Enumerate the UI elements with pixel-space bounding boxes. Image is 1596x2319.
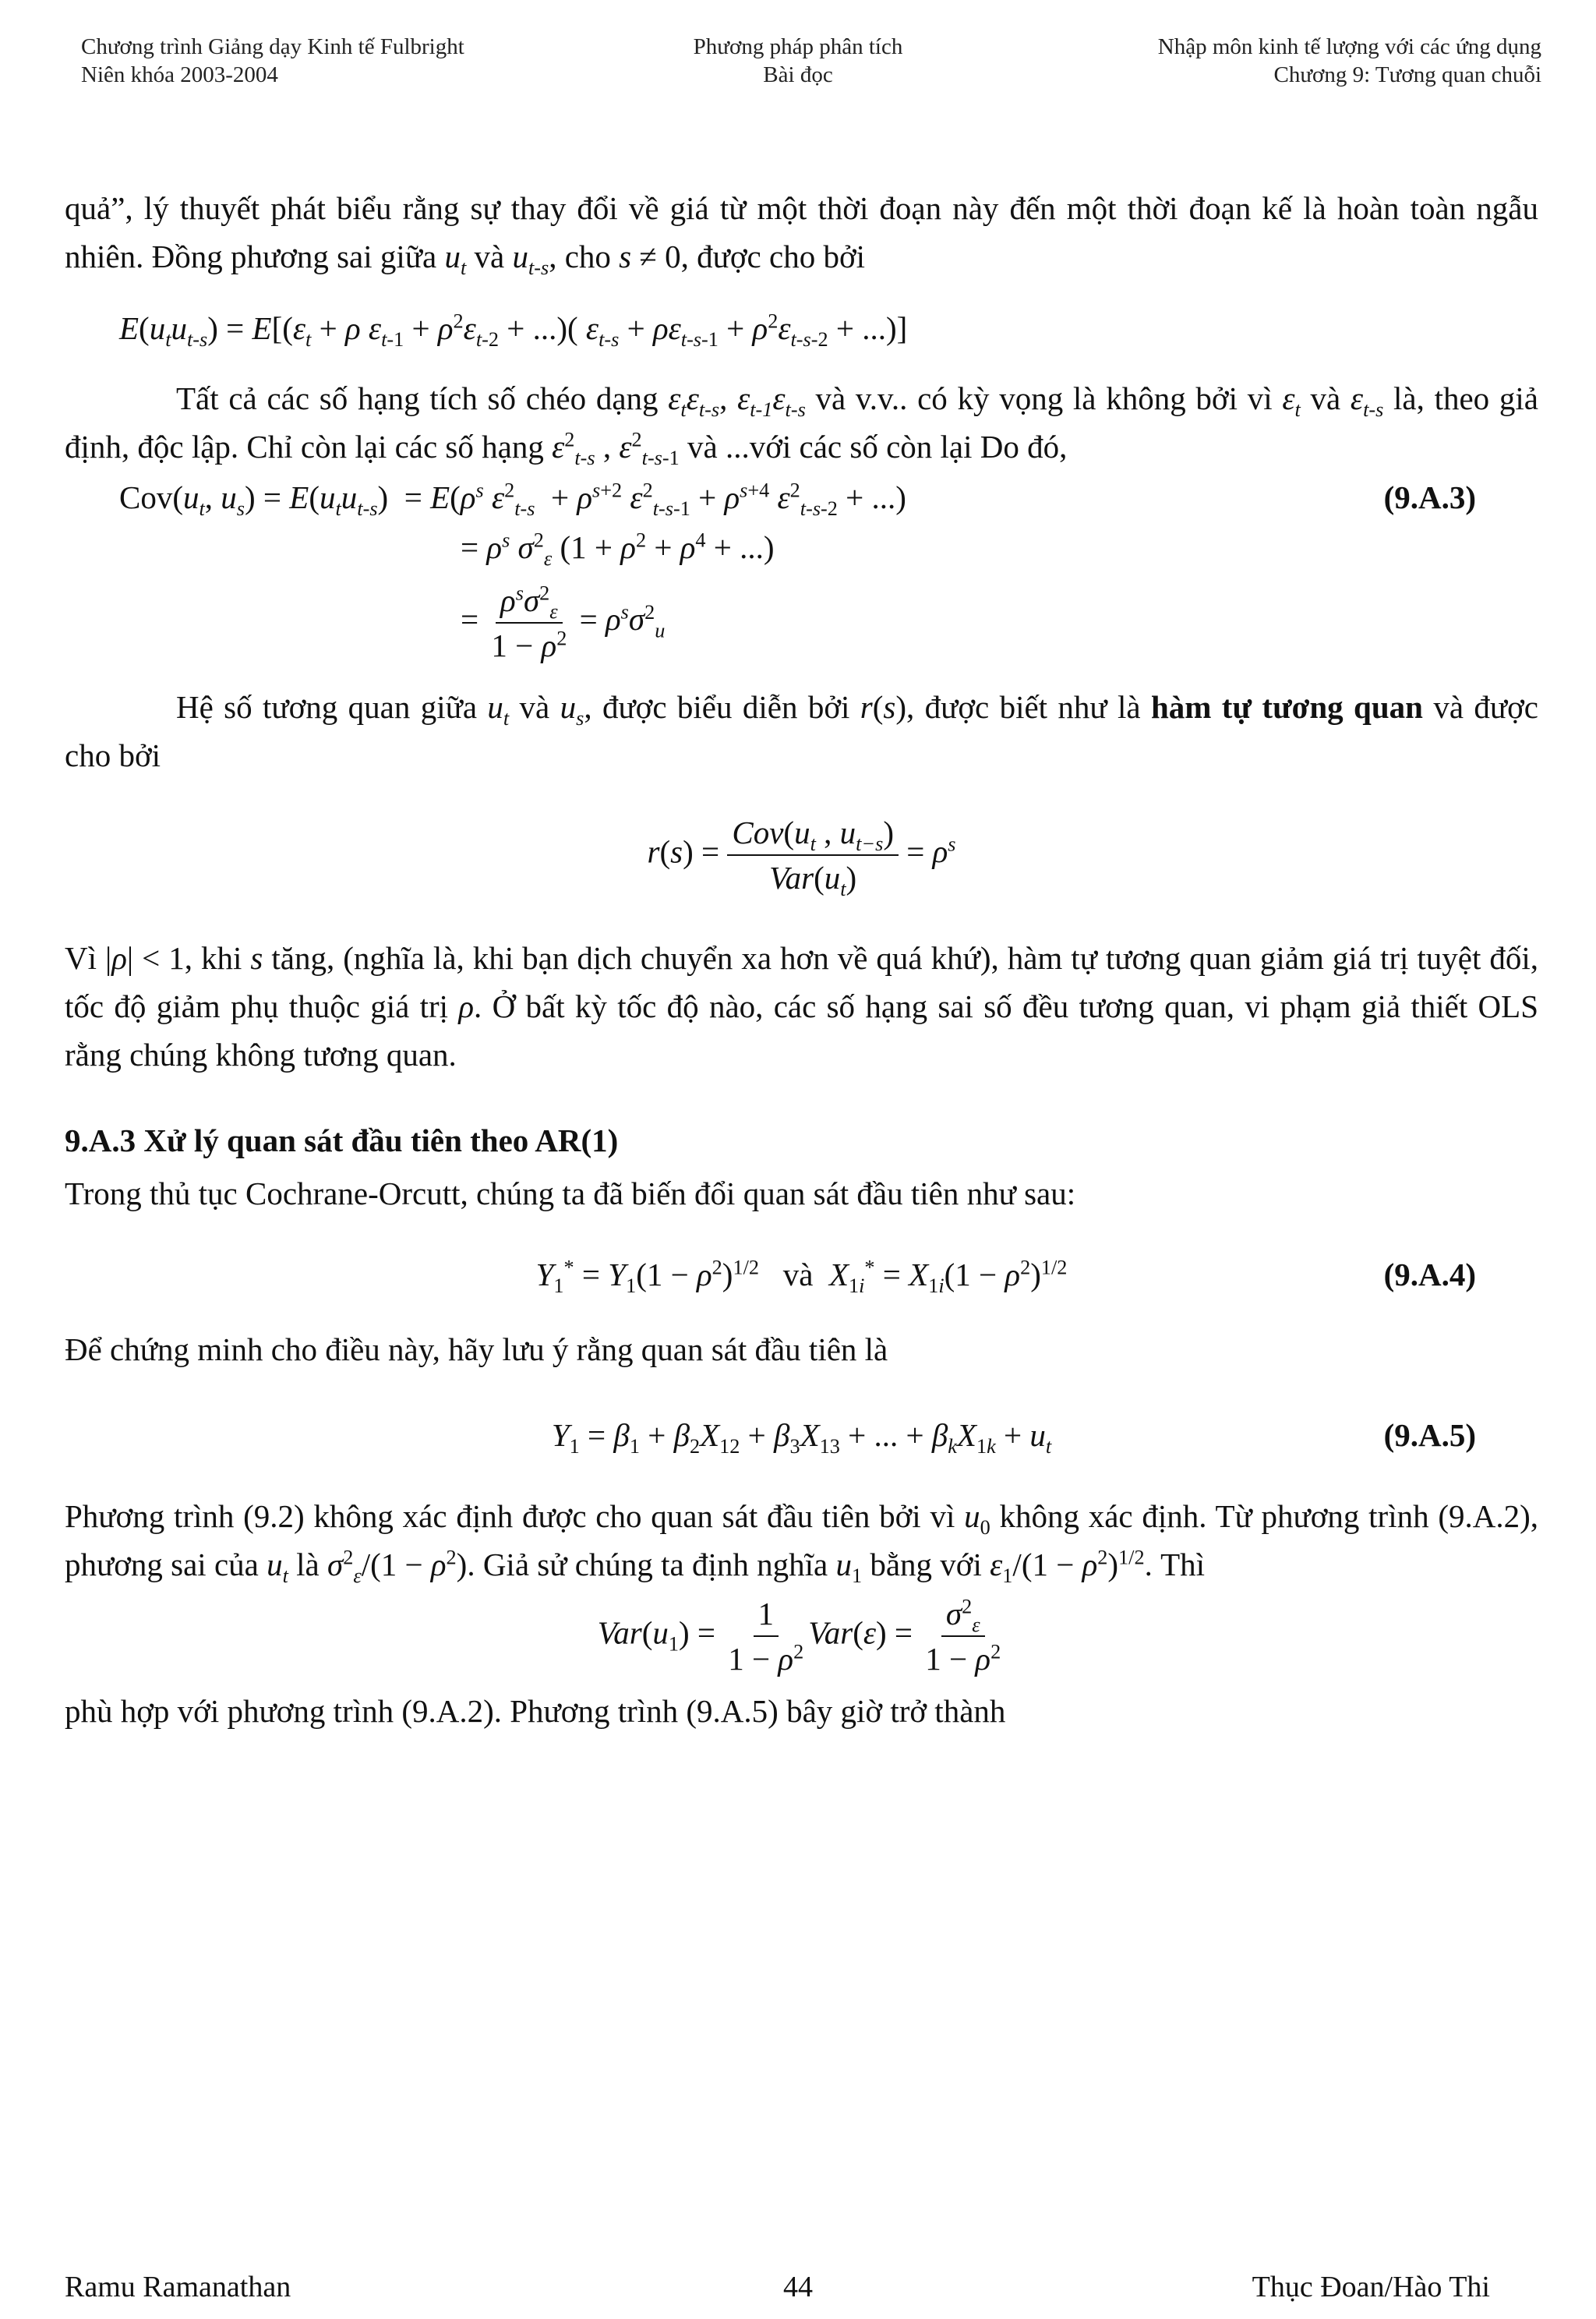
academic-year: Niên khóa 2003-2004 [81,62,278,87]
paragraph: phù hợp với phương trình (9.A.2). Phương trình (9.A.5) bây giờ trở thành [65,1693,1006,1729]
footer-translators: Thục Đoan/Hào Thi [1252,2271,1490,2303]
covariance-derivation: $Cov(u_t$, $u_s) = E(u_tu_{t-s}) = E(\rho^s$ $\varepsilon^2_{t-s} + \rho^{s+2}$ $\varepsilon^2_{t-s-1} + \rho^{s+4}$ $\varepsilon^2_{t-s-2}$ + ...) (9.A.3) = $\rho^s$ $\sigma^2_\varepsilon$ ($1 + \rho^2 + \rho^4$ + ...) = $\frac{\rho^s\sigma^2_\varepsilon}{1 - \rho^2}$ = $\rho^s\sigma^2_u$ [65,472,1538,667]
equation-number: (9.A.4) [1383,1257,1476,1292]
equation-number: (9.A.3) [1383,479,1476,515]
book-title: Nhập môn kinh tế lượng với các ứng dụng [1157,34,1541,59]
paragraph: Trong thủ tục Cochrane-Orcutt, chúng ta đã biến đổi quan sát đầu tiên như sau: [65,1175,1076,1211]
covariance-equation: $E(u_tu_{t-s}) = E[(\varepsilon_t + \rho$ $\varepsilon_{t-1} + \rho^2\varepsilon_{t-2}$ + ...)( $\varepsilon_{t-s} + \rho\varepsilon_{t-s-1} + \rho^2\varepsilon_{t-s-2}$ + ...)] [119,309,908,352]
paragraph: Tất cả các số hạng tích số chéo dạng $\varepsilon_t\varepsilon_{t-s}$, $\varepsilon_{t-1}\varepsilon_{t-s}$ và v.v.. có kỳ vọng là không bởi vì $\varepsilon_t$ và $\varepsilon_{t-s}$ là, theo giả định, độc lập. Chỉ còn lại các số hạng $\varepsilon^2_{t-s}$ , $\varepsilon^2_{t-s-1}$ và ...với các số còn lại Do đó, [65,380,1538,470]
page-number: 44 [783,2271,813,2303]
paragraph: Hệ số tương quan giữa $u_t$ và $u_s$, được biểu diễn bởi r(s), được biết như là hàm tự tương quan và được cho bởi [65,689,1538,773]
section-heading: 9.A.3 Xử lý quan sát đầu tiên theo AR(1) [65,1122,619,1158]
footer-author: Ramu Ramanathan [65,2271,291,2303]
autocorrelation-equation: r(s) = $\frac{Cov(u_t , u_{t-s})}{Var(u_t)}$ = $\rho^s$ [65,811,1538,900]
first-observation-equation: $Y_1 = \beta_1 + \beta_2X_{12} + \beta_3X_{13}$ + ... + $\beta_kX_{1k} + u_t$ (9.A.5) [65,1411,1538,1459]
equation-number: (9.A.5) [1383,1417,1476,1453]
chapter-title: Chương 9: Tương quan chuỗi [1273,62,1541,87]
paragraph: Phương trình (9.2) không xác định được cho quan sát đầu tiên bởi vì $u_0$ không xác định. Từ phương trình (9.A.2), phương sai của $u_t$ là $\sigma^2_\varepsilon/(1 - \rho^2)$. Giả sử chúng ta định nghĩa $u_1$ bằng với $\varepsilon_1/(1 - \rho^2)^{1/2}$. Thì [65,1498,1538,1588]
paragraph: Để chứng minh cho điều này, hãy lưu ý rằng quan sát đầu tiên là [65,1331,888,1367]
transformation-equation: $Y_1^* = Y_1(1 - \rho^2)^{1/2}$ và $X_{1i}^* = X_{1i}(1 - \rho^2)^{1/2}$ (9.A.4) [65,1250,1538,1299]
paragraph: Vì |ρ| < 1, khi s tăng, (nghĩa là, khi bạn dịch chuyển xa hơn về quá khứ), hàm tự tương quan giảm giá trị tuyệt đối, tốc độ giảm phụ thuộc giá trị ρ. Ở bất kỳ tốc độ nào, các số hạng sai số đều tương quan, vi phạm giả thiết OLS rằng chúng không tương quan. [65,940,1539,1073]
variance-equation: $Var(u_1)$ = $\frac{1}{1 - \rho^2}$ Var(ε) = $\frac{\sigma^2_\varepsilon}{1 - \rho^2}$ [65,1592,1538,1681]
course-name: Phương pháp phân tích [693,34,903,59]
header-right [1158,33,1541,89]
page-body [65,184,1538,1735]
program-name: Chương trình Giảng dạy Kinh tế Fulbright [81,34,464,59]
paragraph: quả”, lý thuyết phát biểu rằng sự thay đổi về giá từ một thời đoạn này đến một thời đoạn kế là hoàn toàn ngẫu nhiên. Đồng phương sai giữa $u_t$ và $u_{t-s}$, cho s ≠ 0, được cho bởi [65,190,1538,280]
document-type: Bài đọc [763,62,833,87]
